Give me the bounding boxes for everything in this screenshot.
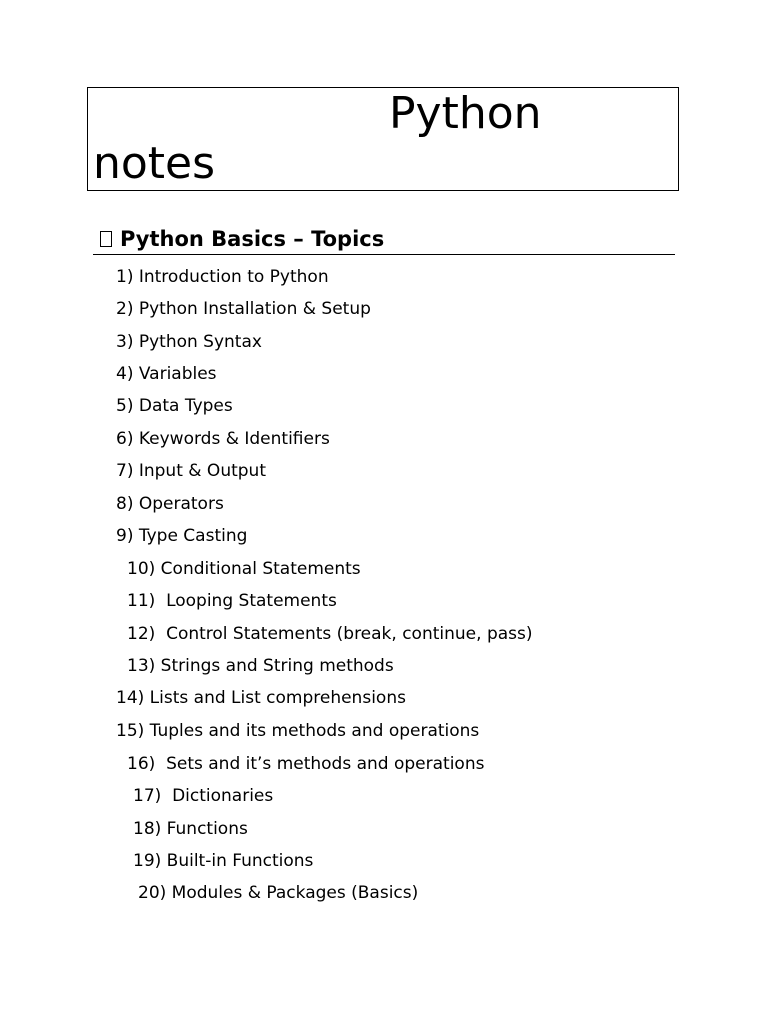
topic-item: 3) Python Syntax <box>116 332 262 352</box>
box-glyph-icon <box>100 231 112 247</box>
topic-item: 8) Operators <box>116 494 224 514</box>
section-heading <box>100 225 384 253</box>
topic-item: 19) Built-in Functions <box>133 851 314 871</box>
topic-item: 6) Keywords & Identifiers <box>116 429 330 449</box>
topic-item: 17) Dictionaries <box>133 786 274 806</box>
topic-item: 12) Control Statements (break, continue, pass) <box>127 624 533 644</box>
topic-item: 9) Type Casting <box>116 526 248 546</box>
topic-item: 10) Conditional Statements <box>127 559 361 579</box>
topic-item: 11) Looping Statements <box>127 591 337 611</box>
topic-item: 14) Lists and List comprehensions <box>116 688 406 708</box>
topic-item: 16) Sets and it’s methods and operations <box>127 754 485 774</box>
topic-item: 20) Modules & Packages (Basics) <box>138 883 419 903</box>
title-box <box>87 87 679 191</box>
topic-item: 2) Python Installation & Setup <box>116 299 371 319</box>
title-line-2: notes <box>93 138 216 189</box>
topic-item: 18) Functions <box>133 819 248 839</box>
topic-item: 1) Introduction to Python <box>116 267 329 287</box>
topic-item: 4) Variables <box>116 364 217 384</box>
topic-item: 13) Strings and String methods <box>127 656 394 676</box>
section-heading-text: Python Basics – Topics <box>120 227 385 251</box>
topic-item: 15) Tuples and its methods and operations <box>116 721 480 741</box>
heading-underline <box>93 254 675 255</box>
topic-item: 7) Input & Output <box>116 461 266 481</box>
title-line-1: Python <box>389 88 542 139</box>
topic-item: 5) Data Types <box>116 396 233 416</box>
